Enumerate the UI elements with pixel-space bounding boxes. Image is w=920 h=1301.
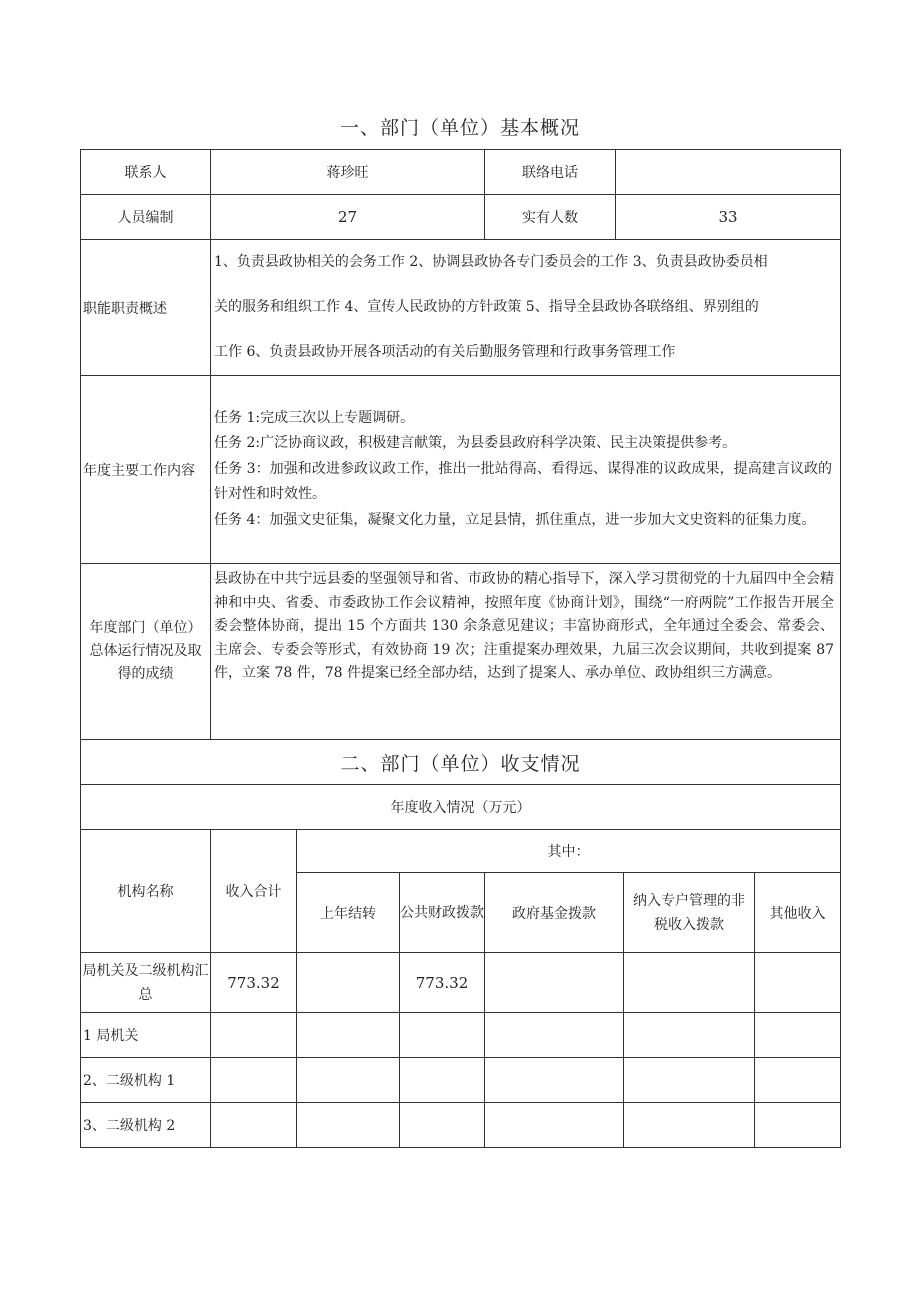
public-value: 773.32: [400, 953, 485, 1013]
col-group-header: 其中：: [297, 830, 841, 873]
other-value: [755, 1058, 841, 1103]
table-row: [81, 1058, 841, 1103]
col-nontax-header: 纳入专户管理的非税收入拨款: [624, 873, 755, 953]
achievement-label-line: 总体运行情况及取: [89, 643, 202, 659]
phone-label: 联络电话: [485, 150, 616, 195]
section1-title: 一、部门（单位）基本概况: [339, 117, 580, 139]
section2-title: 二、部门（单位）收支情况: [81, 740, 841, 785]
table-row: [81, 953, 841, 1013]
tasks-label: 年度主要工作内容: [81, 376, 211, 564]
public-value: [400, 1058, 485, 1103]
duty-text: [211, 240, 841, 376]
other-value: [755, 1103, 841, 1148]
total-value: [211, 1103, 297, 1148]
tasks-row: [81, 376, 841, 564]
achievement-label: [81, 564, 211, 740]
nontax-value: [624, 1058, 755, 1103]
total-value: 773.32: [211, 953, 297, 1013]
task-item: 任务 3：加强和改进参政议政工作，推出一批站得高、看得远、谋得准的议政成果，提高建言议政的针对性和时效性。: [214, 460, 833, 503]
col-org-header: 机构名称: [81, 830, 211, 953]
income-caption-row: [81, 785, 841, 830]
achievement-row: [81, 564, 841, 740]
public-value: [400, 1103, 485, 1148]
achievement-label-line: 得的成绩: [117, 666, 174, 682]
fund-value: [485, 1013, 624, 1058]
org-name: 局机关及二级机构汇总: [81, 953, 211, 1013]
task-item: 任务 1:完成三次以上专题调研。: [214, 409, 415, 426]
contact-value: 蒋珍旺: [211, 150, 485, 195]
overview-table: [80, 149, 841, 1148]
nontax-value: [624, 953, 755, 1013]
table-row: [81, 1103, 841, 1148]
staffing-value: 27: [211, 195, 485, 240]
org-name: 1 局机关: [81, 1013, 211, 1058]
duty-line: 工作 6、负责县政协开展各项活动的有关后勤服务管理和行政事务管理工作: [214, 344, 676, 360]
org-name: 3、二级机构 2: [81, 1103, 211, 1148]
col-carry-header: 上年结转: [297, 873, 400, 953]
income-header-row-1: [81, 830, 841, 873]
col-fund-header: 政府基金拨款: [485, 873, 624, 953]
task-item: 任务 2:广泛协商议政，积极建言献策，为县委县政府科学决策、民主决策提供参考。: [214, 435, 737, 452]
nontax-value: [624, 1103, 755, 1148]
public-value: [400, 1013, 485, 1058]
duty-label: 职能职责概述: [81, 240, 211, 376]
task-item: 任务 4：加强文史征集，凝聚文化力量，立足县情，抓住重点，进一步加大文史资料的征集力度。: [214, 511, 816, 528]
tasks-text: [211, 376, 841, 564]
duty-line: 关的服务和组织工作 4、宣传人民政协的方针政策 5、指导全县政协各联络组、界别组的: [214, 299, 759, 315]
carry-value: [297, 1058, 400, 1103]
carry-value: [297, 1013, 400, 1058]
phone-value: [616, 150, 841, 195]
staffing-row: [81, 195, 841, 240]
other-value: [755, 953, 841, 1013]
staffing-label: 人员编制: [81, 195, 211, 240]
org-name: 2、二级机构 1: [81, 1058, 211, 1103]
carry-value: [297, 953, 400, 1013]
section2-row: [81, 740, 841, 785]
col-public-header: 公共财政拨款: [400, 873, 485, 953]
fund-value: [485, 1103, 624, 1148]
income-caption: 年度收入情况（万元）: [81, 785, 841, 830]
duty-row: [81, 240, 841, 376]
table-row: [81, 1013, 841, 1058]
actual-value: 33: [616, 195, 841, 240]
contact-label: 联系人: [81, 150, 211, 195]
col-total-header: 收入合计: [211, 830, 297, 953]
total-value: [211, 1058, 297, 1103]
col-other-header: 其他收入: [755, 873, 841, 953]
contact-row: [81, 150, 841, 195]
fund-value: [485, 953, 624, 1013]
duty-line: 1、负责县政协相关的会务工作 2、协调县政协各专门委员会的工作 3、负责县政协委员相: [214, 254, 768, 270]
nontax-value: [624, 1013, 755, 1058]
actual-label: 实有人数: [485, 195, 616, 240]
carry-value: [297, 1103, 400, 1148]
achievement-text: 县政协在中共宁远县委的坚强领导和省、市政协的精心指导下，深入学习贯彻党的十九届四中全会精神和中央、省委、市委政协工作会议精神，按照年度《协商计划》，围绕“一府两院”工作报告开展全委会整体协商，提出 15 个方面共 130 余条意见建议；丰富协商形式，全年通过全委会、常委会、主席会、专委会等形式，有效协商 19 次；注重提案办理效果，九届三次会议期间，共收到提案 87 件，立案 78 件，78 件提案已经全部办结，达到了提案人、承办单位、政协组织三方满意。: [211, 564, 841, 740]
total-value: [211, 1013, 297, 1058]
achievement-label-line: 年度部门（单位）: [89, 620, 202, 636]
other-value: [755, 1013, 841, 1058]
fund-value: [485, 1058, 624, 1103]
